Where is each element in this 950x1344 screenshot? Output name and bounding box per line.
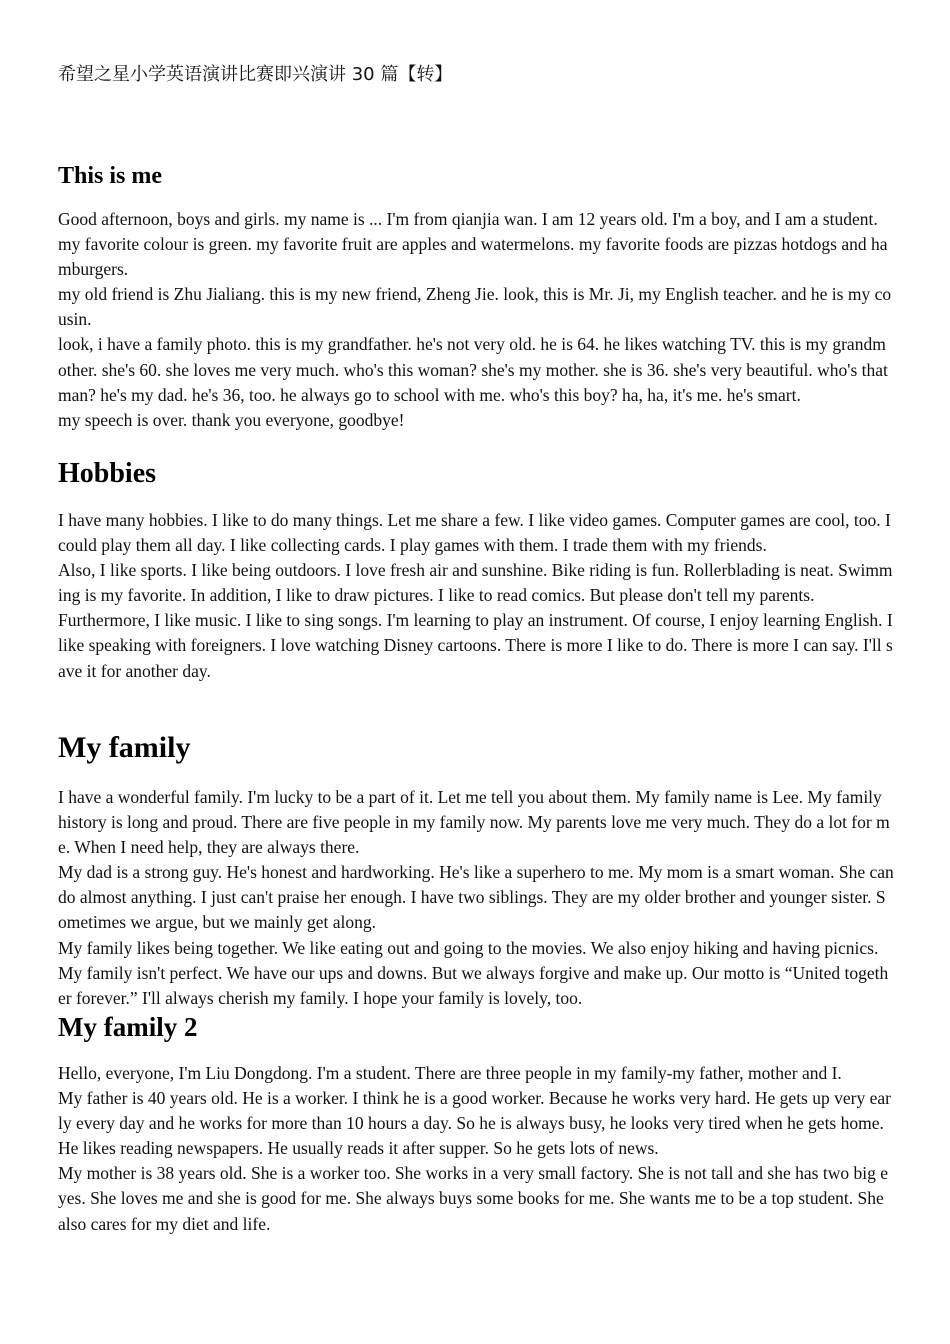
section-heading: My family <box>58 731 191 764</box>
paragraph: My mother is 38 years old. She is a worker too. She works in a very small factory. She is not tall and she has two big eyes. She loves me and she is good for me. She always buys some books for me. She wants me to be a top student. She also cares for my diet and life. <box>58 1163 888 1234</box>
paragraph: Hello, everyone, I'm Liu Dongdong. I'm a student. There are three people in my family-my father, mother and I. <box>58 1063 842 1083</box>
section-body <box>58 1061 894 1237</box>
paragraph: My family likes being together. We like eating out and going to the movies. We also enjoy hiking and having picnics. My family isn't perfect. We have our ups and downs. But we always forgive and make up. Our motto is “United together forever.” I'll always cherish my family. I hope your family is lovely, too. <box>58 937 889 1008</box>
section-body <box>58 508 894 684</box>
paragraph: my old friend is Zhu Jialiang. this is my new friend, Zheng Jie. look, this is Mr. Ji, my English teacher. and he is my cousin. <box>58 284 892 330</box>
paragraph: I have many hobbies. I like to do many things. Let me share a few. I like video games. Computer games are cool, too. I could play them all day. I like collecting cards. I play games with them. I trade them with my friends. <box>58 510 891 556</box>
paragraph: My dad is a strong guy. He's honest and hardworking. He's like a superhero to me. My mom is a smart woman. She can do almost anything. I just can't praise her enough. I have two siblings. They are my older brother and younger sister. Sometimes we argue, but we mainly get along. <box>58 862 894 933</box>
document-title: 希望之星小学英语演讲比赛即兴演讲 30 篇【转】 <box>58 64 453 85</box>
paragraph: Furthermore, I like music. I like to sing songs. I'm learning to play an instrument. Of course, I enjoy learning English. I like speaking with foreigners. I love watching Disney cartoons. There is more I like to do. There is more I can say. I'll save it for another day. <box>58 610 893 681</box>
paragraph: Good afternoon, boys and girls. my name is ... I'm from qianjia wan. I am 12 years old. I'm a boy, and I am a student. my favorite colour is green. my favorite fruit are apples and watermelons. my favorite foods are pizzas hotdogs and hamburgers. <box>58 209 888 280</box>
section-body <box>58 207 894 433</box>
paragraph: my speech is over. thank you everyone, goodbye! <box>58 409 405 430</box>
paragraph: My father is 40 years old. He is a worker. I think he is a good worker. Because he works very hard. He gets up very early every day and he works for more than 10 hours a day. So he is always busy, he looks very tired when he gets home. He likes reading newspapers. He usually reads it after supper. So he gets lots of news. <box>58 1088 891 1159</box>
section-heading: My family 2 <box>58 1012 198 1042</box>
section-body <box>58 785 894 1011</box>
paragraph: Also, I like sports. I like being outdoors. I love fresh air and sunshine. Bike riding is fun. Rollerblading is neat. Swimming is my favorite. In addition, I like to draw pictures. I like to read comics. But please don't tell my parents. <box>58 560 893 606</box>
paragraph: I have a wonderful family. I'm lucky to be a part of it. Let me tell you about them. My family name is Lee. My family history is long and proud. There are five people in my family now. My parents love me very much. They do a lot for me. When I need help, they are always there. <box>58 787 890 858</box>
section-heading: This is me <box>58 163 163 189</box>
paragraph: look, i have a family photo. this is my grandfather. he's not very old. he is 64. he likes watching TV. this is my grandmother. she's 60. she loves me very much. who's this woman? she's my mother. she is 36. she's very beautiful. who's that man? he's my dad. he's 36, too. he always go to school with me. who's this boy? ha, ha, it's me. he's smart. <box>58 334 888 405</box>
section-heading: Hobbies <box>58 458 157 489</box>
